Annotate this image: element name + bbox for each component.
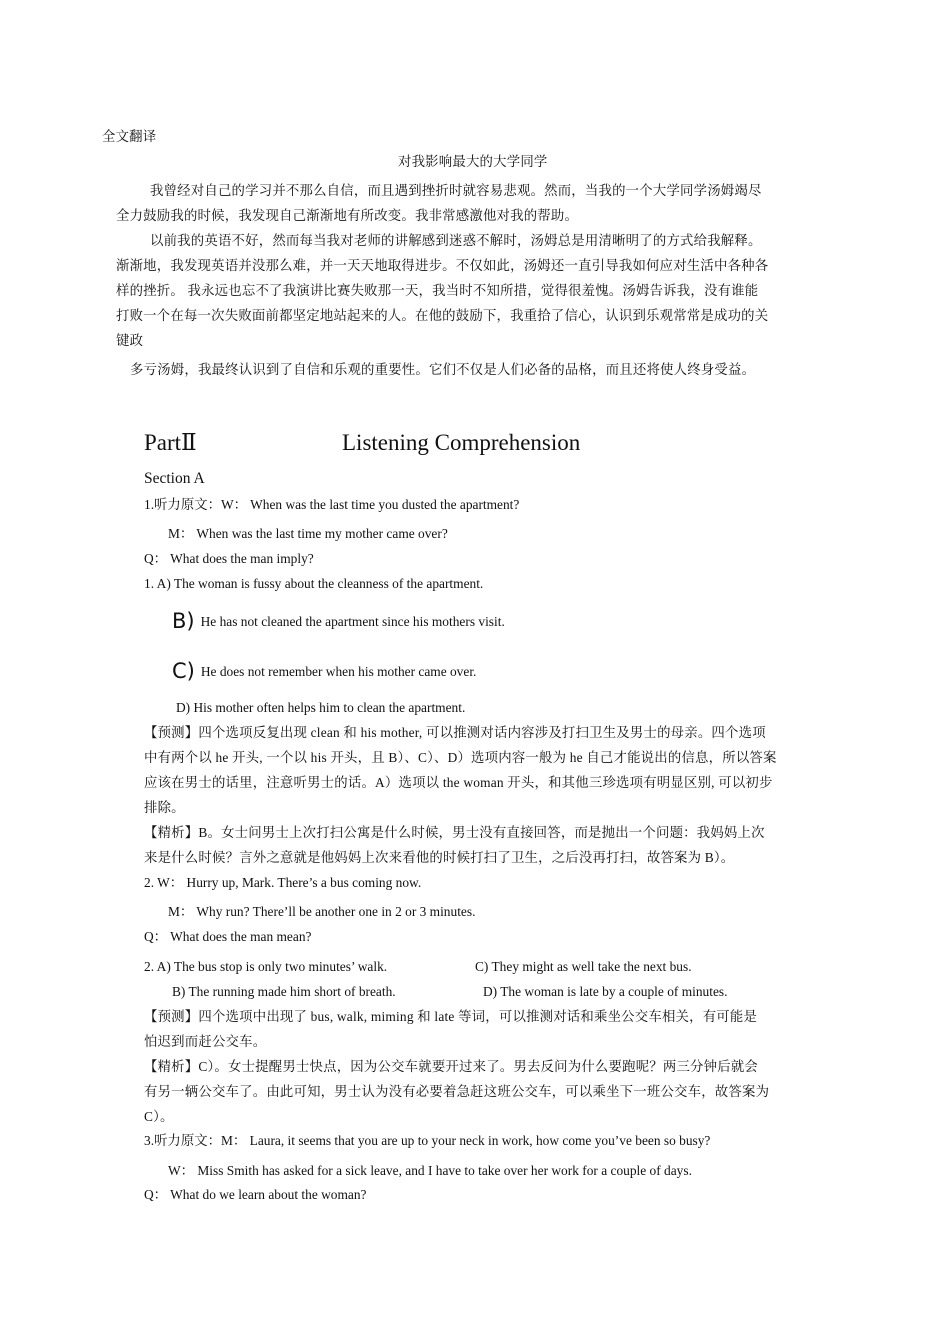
q1-option-d: D) His mother often helps him to clean the apartment. (176, 700, 466, 715)
q2-question: Q： What does the man mean? (144, 929, 312, 944)
q2-option-a: 2. A) The bus stop is only two minutes’ walk. (144, 959, 388, 974)
q1-option-c-letter: C) (172, 659, 195, 683)
translation-line: 多亏汤姆，我最终认识到了自信和乐观的重要性。它们不仅是人们必备的品格，而且还将使人终身受益。 (130, 362, 756, 377)
translation-line: 全力鼓励我的时候，我发现自己渐渐地有所改变。我非常感激他对我的帮助。 (116, 208, 579, 223)
q2-option-b: B) The running made him short of breath. (172, 984, 396, 999)
q3-line-2: W： Miss Smith has asked for a sick leave, and I have to take over her work for a couple of days. (168, 1163, 692, 1178)
q1-predict-line: 【预测】四个选项反复出现 clean 和 his mother, 可以推测对话内容涉及打扫卫生及男士的母亲。四个选项 (144, 725, 766, 740)
translation-line: 以前我的英语不好，然而每当我对老师的讲解感到迷惑不解时，汤姆总是用清晰明了的方式给我解释。 (150, 233, 762, 248)
q2-analysis-line: C）。 (144, 1109, 174, 1124)
translation-line: 样的挫折。 我永远也忘不了我演讲比赛失败那一天，我当时不知所措，觉得很羞愧。汤姆告诉我，没有谁能 (116, 283, 759, 298)
q1-option-c (172, 660, 476, 681)
translation-line: 打败一个在每一次失败面前都坚定地站起来的人。在他的鼓励下，我重拾了信心，认识到乐观常常是成功的关 (116, 308, 769, 323)
translation-line: 我曾经对自己的学习并不那么自信，而且遇到挫折时就容易悲观。然而，当我的一个大学同学汤姆竭尽 (150, 183, 762, 198)
q1-option-b (172, 610, 505, 631)
q2-predict-line: 怕迟到而赶公交车。 (144, 1034, 267, 1049)
q3-line-1: 3.听力原文：M： Laura, it seems that you are up to your neck in work, how come you’ve been so busy? (144, 1133, 711, 1148)
q2-line-2: M： Why run? There’ll be another one in 2 or 3 minutes. (168, 904, 476, 919)
q3-question: Q： What do we learn about the woman? (144, 1187, 367, 1202)
q1-option-c-text: He does not remember when his mother came over. (200, 664, 477, 679)
q1-option-a: 1. A) The woman is fussy about the cleanness of the apartment. (144, 576, 484, 591)
q1-line-1: 1.听力原文：W： When was the last time you dusted the apartment? (144, 497, 520, 512)
q2-analysis-line: 【精析】C）。女士提醒男士快点，因为公交车就要开过来了。男去反问为什么要跑呢？两三分钟后就会 (144, 1059, 759, 1074)
q2-line-1: 2. W： Hurry up, Mark. There’s a bus coming now. (144, 875, 422, 890)
q2-analysis-line: 有另一辆公交车了。由此可知，男士认为没有必要着急赶这班公交车，可以乘坐下一班公交车，故答案为 (144, 1084, 770, 1099)
q1-line-2: M： When was the last time my mother came over? (168, 526, 448, 541)
part-title: Listening Comprehension (342, 430, 581, 455)
q1-option-b-letter: B) (172, 609, 195, 633)
part-number: PartⅡ (144, 430, 197, 455)
q1-question: Q： What does the man imply? (144, 551, 314, 566)
q1-predict-line: 排除。 (144, 800, 185, 815)
q2-option-c: C) They might as well take the next bus. (475, 959, 692, 974)
section-title: Section A (144, 470, 205, 487)
q1-analysis-line: 来是什么时候？言外之意就是他妈妈上次来看他的时候打扫了卫生，之后没再打扫，故答案为 B）。 (144, 850, 735, 865)
q1-predict-line: 应该在男士的话里，注意听男士的话。A）选项以 the woman 开头，和其他三珍选项有明显区别, 可以初步 (144, 775, 773, 790)
q1-predict-line: 中有两个以 he 开头, 一个以 his 开头，且 B）、C）、D）选项内容一般为 he 自己才能说出的信息，所以答案 (144, 750, 777, 765)
translation-line: 键政 (116, 333, 144, 348)
q2-predict-line: 【预测】四个选项中出现了 bus, walk, miming 和 late 等词，可以推测对话和乘坐公交车相关，有可能是 (144, 1009, 758, 1024)
translation-label: 全文翻译 (102, 129, 157, 144)
q2-option-d: D) The woman is late by a couple of minutes. (483, 984, 728, 999)
translation-title: 对我影响最大的大学同学 (398, 154, 548, 169)
translation-line: 渐渐地，我发现英语并没那么难，并一天天地取得进步。不仅如此，汤姆还一直引导我如何应对生活中各种各 (116, 258, 769, 273)
q1-analysis-line: 【精析】B。女士问男士上次打扫公寓是什么时候，男士没有直接回答，而是抛出一个问题：我妈妈上次 (144, 825, 765, 840)
q1-option-b-text: He has not cleaned the apartment since his mothers visit. (200, 614, 505, 629)
